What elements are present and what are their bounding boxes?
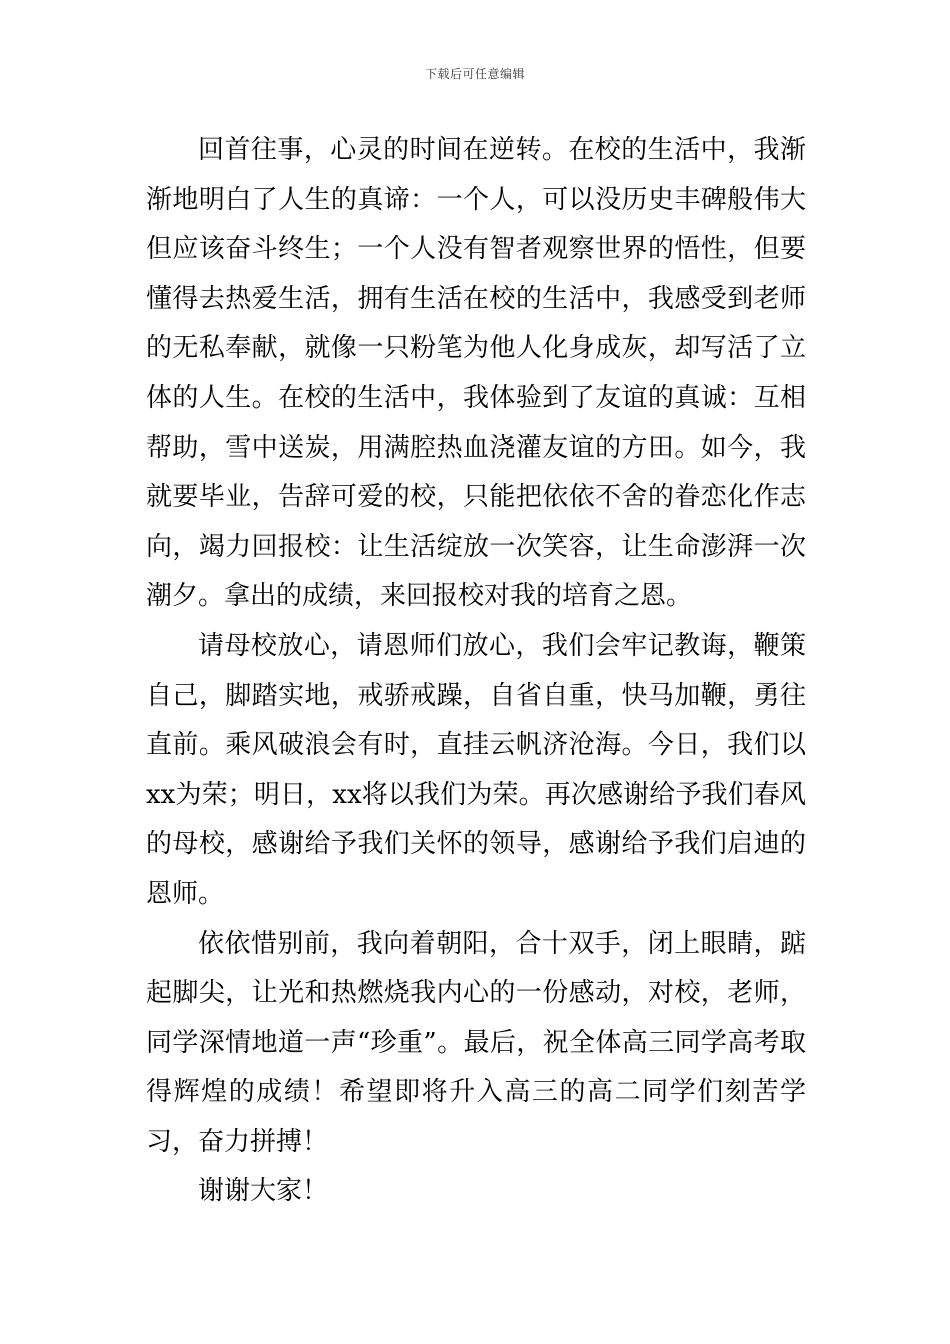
paragraph-reflection: 回首往事，心灵的时间在逆转。在校的生活中，我渐渐地明白了人生的真谛：一个人，可以没历史丰碑般伟大但应该奋斗终生；一个人没有智者观察世界的悟性，但要懂得去热爱生活，拥有生活在校的生活中，我感受到老师的无私奉献，就像一只粉笔为他人化身成灰，却写活了立体的人生。在校的生活中，我体验到了友谊的真诚：互相帮助，雪中送炭，用满腔热血浇灌友谊的方田。如今，我就要毕业，告辞可爱的校，只能把依依不舍的眷恋化作志向，竭力回报校：让生活绽放一次笑容，让生命澎湃一次潮夕。拿出的成绩，来回报校对我的培育之恩。 [146,135,806,612]
paragraph-promise: 请母校放心，请恩师们放心，我们会牢记教诲，鞭策自己，脚踏实地，戒骄戒躁，自省自重，快马加鞭，勇往直前。乘风破浪会有时，直挂云帆济沧海。今日，我们以xx为荣；明日，xx将以我们为荣。再次感谢给予我们春风的母校，感谢给予我们关怀的领导，感谢给予我们启迪的恩师。 [146,630,806,909]
paragraph-farewell: 依依惜别前，我向着朝阳，合十双手，闭上眼睛，踮起脚尖，让光和热燃烧我内心的一份感动，对校，老师，同学深情地道一声“珍重”。最后，祝全体高三同学高考取得辉煌的成绩！希望即将升入高三的高二同学们刻苦学习，奋力拼搏！ [146,928,806,1157]
paragraph-thanks: 谢谢大家！ [198,1176,329,1207]
document-body [146,126,806,1217]
page-header-note: 下载后可任意编辑 [424,67,525,81]
